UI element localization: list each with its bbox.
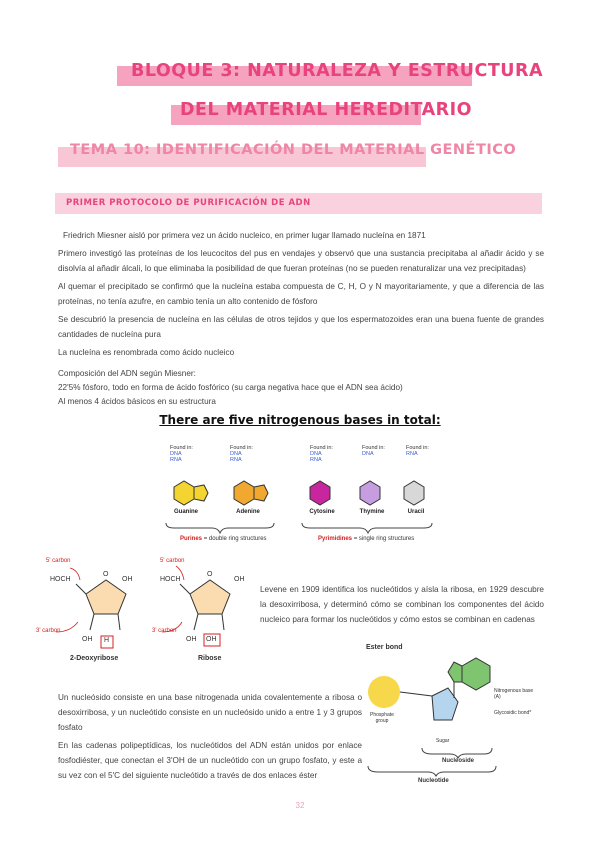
phosphate-circle <box>368 676 400 708</box>
nucleotide-brace <box>368 766 496 776</box>
dna-label: DNA <box>310 451 322 457</box>
bond <box>118 614 120 630</box>
sugar-label: Sugar <box>436 738 450 744</box>
sugars-shapes <box>30 558 260 668</box>
title-line-1: BLOQUE 3: NATURALEZA Y ESTRUCTURA <box>131 61 544 81</box>
nucleoside-label: Nucleoside <box>442 758 475 764</box>
ribose-ring-o: O <box>207 571 213 578</box>
bond <box>76 584 86 594</box>
pyrimidines-brace <box>302 523 432 533</box>
rna-label: RNA <box>310 457 322 463</box>
paragraph-composicion-title: Composición del ADN según Miesner: <box>58 369 196 378</box>
thymine-label: Thymine <box>359 509 385 515</box>
bases-figure <box>150 435 450 555</box>
found-in-label: Found in: <box>362 445 385 451</box>
ester-bond-label: Ester bond <box>366 644 403 651</box>
rna-label: RNA <box>170 457 182 463</box>
bond <box>180 584 190 594</box>
found-in-label: Found in: <box>406 445 429 451</box>
deoxy-ring-o: O <box>103 571 109 578</box>
ribose-label: Ribose <box>198 655 222 662</box>
cytosine-shape <box>310 481 330 505</box>
bond <box>222 614 224 630</box>
nucleoside-brace <box>422 748 492 758</box>
adenine-shape <box>234 481 268 505</box>
guanine-shape <box>174 481 208 505</box>
title-line-2: DEL MATERIAL HEREDITARIO <box>180 100 473 120</box>
ribose-carbon5: 5' carbon <box>160 558 185 564</box>
pyrimidines-caption <box>318 536 414 542</box>
paragraph-nucleosido: Un nucleósido consiste en una base nitrogenada unida covalentemente a ribosa o desoxirribosa, y un nucleótido consiste en un nucleósido unido a entre 1 y 3 grupos fosfato <box>58 693 362 732</box>
deoxy-carbon5: 5' carbon <box>46 558 71 564</box>
bond <box>194 614 198 630</box>
nucleotide-label: Nucleotide <box>418 778 449 784</box>
ribose-carbon3: 3' carbon <box>152 628 177 634</box>
page-number: 32 <box>295 801 305 810</box>
carbon5-arrow <box>70 568 80 580</box>
dna-label: DNA <box>170 451 182 457</box>
base-pentagon <box>448 662 462 682</box>
deoxyribose-ring <box>86 580 126 614</box>
paragraph-composicion-fosforo: 22'5% fósforo, todo en forma de ácido fosfórico (su carga negativa hace que el ADN sea ácido) <box>58 383 403 392</box>
deoxy-carbon3: 3' carbon <box>36 628 61 634</box>
paragraph-miesner: Friedrich Miesner aisló por primera vez un ácido nucleico, en primer lugar llamado nucleína en 1871 <box>63 231 426 240</box>
thymine-shape <box>360 481 380 505</box>
found-in-label: Found in: <box>310 445 333 451</box>
nucleotide-figure <box>362 640 542 790</box>
paragraph-renombrada: La nucleína es renombrada como ácido nucleico <box>58 348 235 357</box>
uracil-shape <box>404 481 424 505</box>
cytosine-label: Cytosine <box>309 509 335 515</box>
ester-bond-line <box>400 692 432 696</box>
bond <box>90 614 94 630</box>
dna-label: DNA <box>230 451 242 457</box>
ribose-oh-bottom: OH <box>186 636 197 643</box>
deoxy-h-bottom: H <box>104 637 110 644</box>
nitrogenous-base-label: Nitrogenous base (A) <box>494 688 534 700</box>
found-in-label: Found in: <box>170 445 193 451</box>
rna-label: RNA <box>230 457 242 463</box>
deoxy-oh-bottom: OH <box>82 636 93 643</box>
ribose-ring <box>190 580 230 614</box>
paragraph-composicion-acidos: Al menos 4 ácidos básicos en su estructura <box>58 397 216 406</box>
paragraph-levene: Levene en 1909 identifica los nucleótidos y aísla la ribosa, en 1929 descubre la desoxirribosa, y determinó cómo se combinan los componentes del ácido nucleico para formar los nucleótidos y cómo estos se combinan en cadenas <box>260 585 544 624</box>
pyrimidines-label: Pyrimidines <box>318 536 353 542</box>
purines-label: Purines <box>180 536 203 542</box>
purines-caption <box>180 536 267 542</box>
topic-title: TEMA 10: IDENTIFICACIÓN DEL MATERIAL GENÉTICO <box>70 142 517 158</box>
sugars-figure <box>30 558 260 668</box>
paragraph-leucocitos: Primero investigó las proteínas de los leucocitos del pus en vendajes y observó que una sustancia precipitaba al añadir ácido y se disolvía al añadir álcali, lo que eliminaba la posibilidad de que fueran proteínas (no se pueden renaturalizar una vez precipitadas) <box>58 249 544 273</box>
uracil-label: Uracil <box>407 509 425 515</box>
pyrimidines-desc: = single ring structures <box>353 536 415 542</box>
paragraph-nucleina: Se descubrió la presencia de nucleína en las células de otros tejidos y que los espermatozoides eran una buena fuente de grandes cantidades de nucleína pura <box>58 315 544 339</box>
deoxy-hoch2: HOCH <box>50 576 71 583</box>
deoxyribose-label: 2-Deoxyribose <box>70 655 119 662</box>
section-title: PRIMER PROTOCOLO DE PURIFICACIÓN DE ADN <box>66 198 311 208</box>
phosphate-group-label: Phosphate group <box>370 712 394 724</box>
dna-label: DNA <box>362 451 374 457</box>
base-hexagon <box>462 658 490 690</box>
bases-figure-title: There are five nitrogenous bases in total: <box>159 413 441 427</box>
guanine-label: Guanine <box>173 509 198 515</box>
found-in-label: Found in: <box>230 445 253 451</box>
ribose-oh-bottom-2: OH <box>206 636 217 643</box>
ribose-hoch2: HOCH <box>160 576 181 583</box>
purines-brace <box>166 523 274 533</box>
glycosidic-bond-label: Glycosidic bond* <box>494 710 532 716</box>
paragraph-precipitado: Al quemar el precipitado se confirmó que la nucleína estaba compuesta de C, H, O y N mayoritariamente, y que a diferencia de las proteínas, no tenía azufre, en cambio tenía un alto contenido de fósforo <box>58 282 544 306</box>
ribose-oh-top: OH <box>234 576 245 583</box>
paragraph-polipeptidicas: En las cadenas polipeptídicas, los nucleótidos del ADN están unidos por enlace fosfodiéster, que conectan el 3'OH de un nucleótido con un grupo fosfato, y este a su vez con el 5'C del siguiente nucleótido a través de dos enlaces éster <box>58 741 362 780</box>
adenine-label: Adenine <box>236 509 260 515</box>
deoxy-oh-top: OH <box>122 576 133 583</box>
rna-label: RNA <box>406 451 418 457</box>
purines-desc: = double ring structures <box>203 536 267 542</box>
